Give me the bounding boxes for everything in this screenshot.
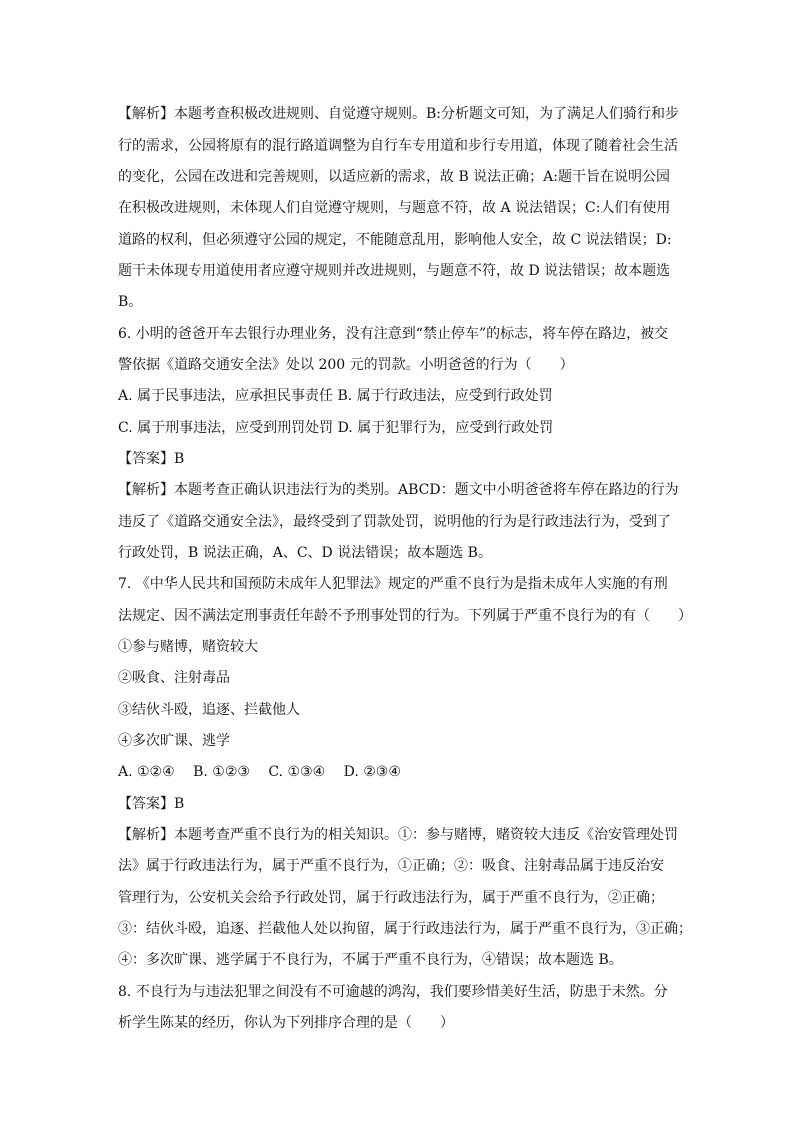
question-6-stem: 警依据《道路交通安全法》处以 200 元的罚款。小明爸爸的行为（ ）: [118, 357, 574, 373]
analysis-paragraph-line: B。: [118, 294, 143, 310]
analysis-paragraph-line: 行的需求，公园将原有的混行路道调整为自行车专用道和步行专用道，体现了随着社会生活: [118, 138, 678, 154]
question-6-options: C. 属于刑事违法，应受到刑罚处罚 D. 属于犯罪行为，应受到行政处罚: [118, 420, 554, 436]
analysis-paragraph-line: 【解析】本题考查积极改进规则、自觉遵守规则。B:分析题文可知，为了满足人们骑行和步: [118, 106, 680, 122]
question-7-analysis: 【解析】本题考查严重不良行为的相关知识。①：参与赌博，赌资较大违反《治安管理处罚: [118, 827, 678, 843]
question-7-analysis: ④：多次旷课、逃学属于不良行为，不属于严重不良行为，④错误；故本题选 B。: [118, 952, 623, 968]
question-7-answer: 【答案】B: [118, 796, 185, 812]
question-8-stem: 8. 不良行为与违法犯罪之间没有不可逾越的鸿沟，我们要珍惜美好生活，防患于未然。分: [118, 984, 668, 1000]
question-6-analysis: 违反了《道路交通安全法》，最终受到了罚款处罚，说明他的行为是行政违法行为，受到了: [118, 514, 671, 530]
question-6-answer: 【答案】B: [118, 451, 185, 467]
question-7-item: ①参与赌博，赌资较大: [118, 639, 258, 655]
analysis-paragraph-line: 道路的权利，但必须遵守公园的规定，不能随意乱用，影响他人安全，故 C 说法错误；D:: [118, 232, 672, 248]
question-7-analysis: ③：结伙斗殴，追逐、拦截他人处以拘留，属于行政违法行为，属于严重不良行为，③正确；: [118, 921, 692, 937]
question-7-item: ②吸食、注射毒品: [118, 670, 230, 686]
question-6-options: A. 属于民事违法，应承担民事责任 B. 属于行政违法，应受到行政处罚: [118, 388, 553, 404]
question-7-item: ④多次旷课、逃学: [118, 733, 230, 749]
question-8-stem: 析学生陈某的经历，你认为下列排序合理的是（ ）: [118, 1015, 454, 1031]
question-6-analysis: 【解析】本题考查正确认识违法行为的类别。ABCD：题文中小明爸爸将车停在路边的行为: [118, 482, 679, 498]
question-7-analysis: 管理行为，公安机关会给予行政处罚，属于行政违法行为，属于严重不良行为，②正确；: [118, 890, 664, 906]
question-7-analysis: 法》属于行政违法行为，属于严重不良行为，①正确；②：吸食、注射毒品属于违反治安: [118, 858, 664, 874]
question-6-analysis: 行政处罚，B 说法正确，A、C、D 说法错误；故本题选 B。: [118, 545, 492, 561]
analysis-paragraph-line: 的变化，公园在改进和完善规则，以适应新的需求，故 B 说法正确；A:题干旨在说明公园: [118, 169, 671, 185]
analysis-paragraph-line: 在积极改进规则，未体现人们自觉遵守规则，与题意不符，故 A 说法错误；C:人们有使用: [118, 200, 671, 216]
question-7-stem: 法规定、因不满法定刑事责任年龄不予刑事处罚的行为。下列属于严重不良行为的有（ ）: [118, 608, 692, 624]
question-7-item: ③结伙斗殴，追逐、拦截他人: [118, 702, 300, 718]
question-7-options: A. ①②④ B. ①②③ C. ①③④ D. ②③④: [118, 764, 401, 780]
analysis-paragraph-line: 题干未体现专用道使用者应遵守规则并改进规则，与题意不符，故 D 说法错误；故本题选: [118, 263, 671, 279]
question-7-stem: 7. 《中华人民共和国预防未成年人犯罪法》规定的严重不良行为是指未成年人实施的有刑: [118, 576, 668, 592]
question-6-stem: 6. 小明的爸爸开车去银行办理业务，没有注意到“禁止停车”的标志，将车停在路边，被交: [118, 326, 669, 342]
